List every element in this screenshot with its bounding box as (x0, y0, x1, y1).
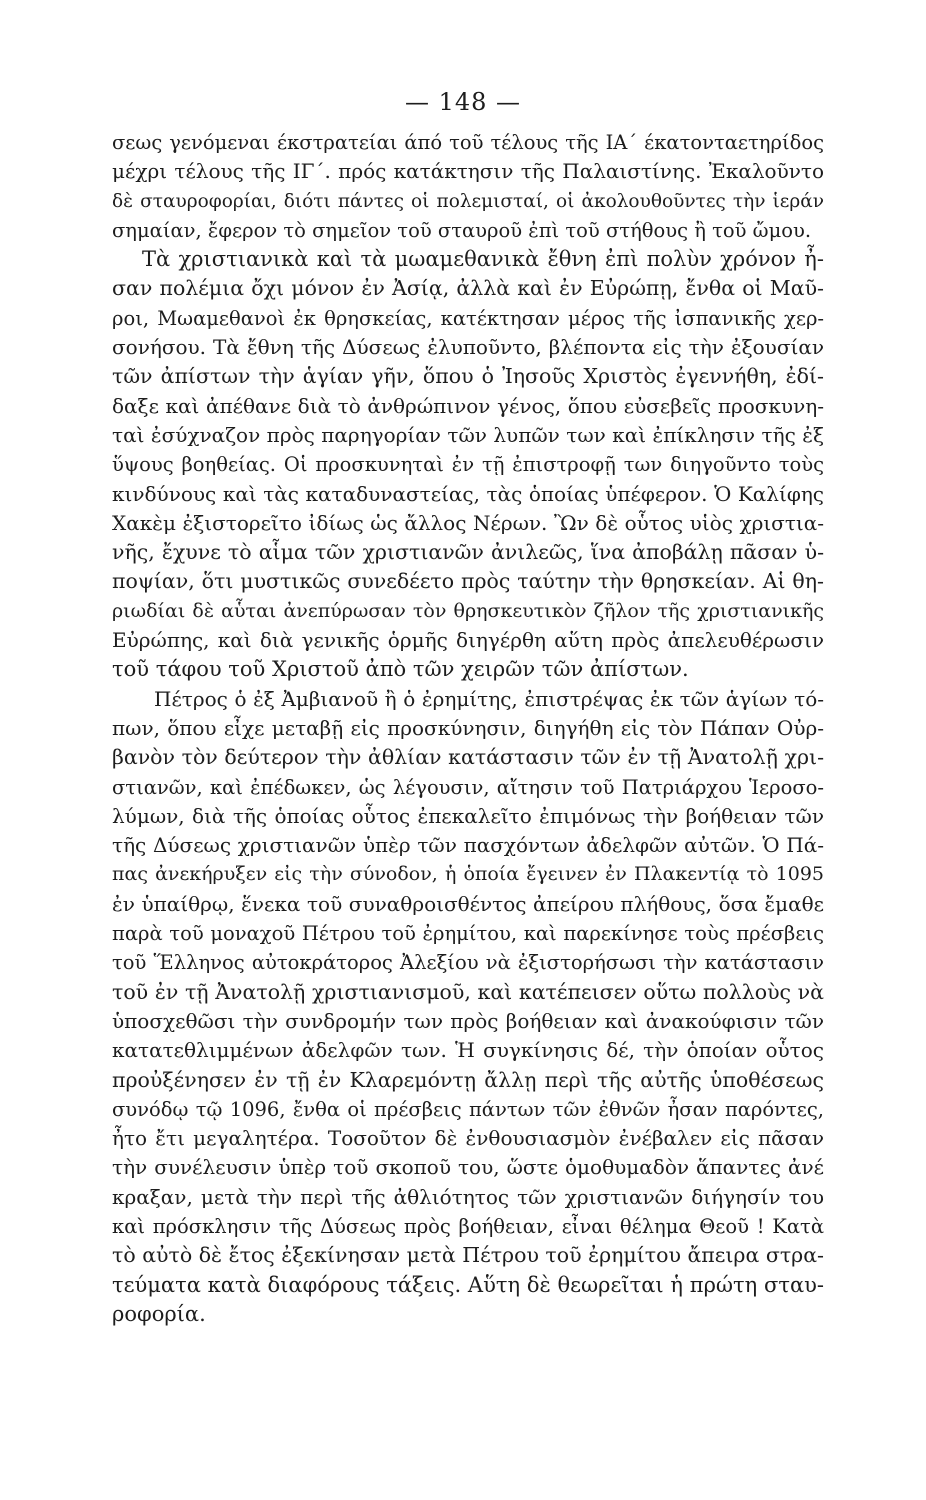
text-line: τῶν ἀπίστων τὴν ἁγίαν γῆν, ὅπου ὁ Ἰησοῦς Χριστὸς ἐγεννήθη, ἐδί- (112, 364, 824, 389)
text-line: Εὐρώπης, καὶ διὰ γενικῆς ὁρμῆς διηγέρθη αὕτη πρὸς ἀπελευθέρωσιν (112, 628, 824, 653)
text-line: σαν πολέμια ὄχι μόνον ἐν Ἀσίᾳ, ἀλλὰ καὶ ἐν Εὐρώπῃ, ἔνθα οἱ Μαῦ- (112, 276, 824, 301)
text-line: παρὰ τοῦ μοναχοῦ Πέτρου τοῦ ἐρημίτου, καὶ παρεκίνησε τοὺς πρέσβεις (112, 922, 824, 946)
text-line: τεύματα κατὰ διαφόρους τάξεις. Αὕτη δὲ θεωρεῖται ἡ πρώτη σταυ- (112, 1272, 824, 1297)
text-line: τὴν συνέλευσιν ὑπὲρ τοῦ σκοποῦ του, ὥστε ὁμοθυμαδὸν ἅπαντες ἀνέ (112, 1155, 824, 1180)
text-line: ροι, Μωαμεθανοὶ ἐκ θρησκείας, κατέκτησαν μέρος τῆς ἰσπανικῆς χερ- (112, 306, 824, 330)
text-line: Πέτρος ὁ ἐξ Ἀμβιανοῦ ἢ ὁ ἐρημίτης, ἐπιστρέψας ἐκ τῶν ἁγίων τό- (154, 686, 824, 711)
text-line: ἐν ὑπαίθρῳ, ἕνεκα τοῦ συναθροισθέντος ἀπείρου πλήθους, ὅσα ἔμαθε (112, 891, 824, 916)
text-line: βανὸν τὸν δεύτερον τὴν ἀθλίαν κατάστασιν τῶν ἐν τῇ Ἀνατολῇ χρι- (112, 745, 824, 770)
text-line: τοῦ τάφου τοῦ Χριστοῦ ἀπὸ τῶν χειρῶν τῶν ἀπίστων. (112, 657, 689, 682)
text-line: κινδύνους καὶ τὰς καταδυναστείας, τὰς ὁποίας ὑπέφερον. Ὁ Καλίφης (112, 481, 824, 506)
text-line: τοῦ Ἕλληνος αὐτοκράτορος Ἀλεξίου νὰ ἐξιστορήσωσι τὴν κατάστασιν (112, 951, 824, 975)
text-line: νῆς, ἔχυνε τὸ αἷμα τῶν χριστιανῶν ἀνιλεῶς, ἵνα ἀποβάλῃ πᾶσαν ὑ- (112, 540, 824, 565)
text-line: στιανῶν, καὶ ἐπέδωκεν, ὡς λέγουσιν, αἴτησιν τοῦ Πατριάρχου Ἱεροσο- (112, 775, 824, 799)
text-line: Χακὲμ ἐξιστορεῖτο ἰδίως ὡς ἄλλος Νέρων. Ὢν δὲ οὗτος υἱὸς χριστια- (112, 510, 824, 535)
text-line: συνόδῳ τῷ 1096, ἔνθα οἱ πρέσβεις πάντων τῶν ἐθνῶν ἦσαν παρόντες, (112, 1097, 824, 1121)
text-line: λύμων, διὰ τῆς ὁποίας οὗτος ἐπεκαλεῖτο ἐπιμόνως τὴν βοήθειαν τῶν (112, 803, 824, 828)
body-text (112, 128, 824, 1329)
text-line: κραξαν, μετὰ τὴν περὶ τῆς ἀθλιότητος τῶν χριστιανῶν διήγησίν του (112, 1184, 824, 1209)
text-line: σονήσου. Τὰ ἔθνη τῆς Δύσεως ἐλυποῦντο, βλέποντα εἰς τὴν ἐξουσίαν (112, 335, 824, 360)
text-line: πων, ὅπου εἶχε μεταβῇ εἰς προσκύνησιν, διηγήθη εἰς τὸν Πάπαν Οὐρ- (112, 715, 824, 740)
text-line: ὕψους βοηθείας. Οἱ προσκυνηταὶ ἐν τῇ ἐπιστροφῇ των διηγοῦντο τοὺς (112, 453, 824, 477)
text-line: καὶ πρόσκλησιν τῆς Δύσεως πρὸς βοήθειαν, εἶναι θέλημα Θεοῦ ! Κατὰ (112, 1214, 824, 1238)
text-line: δὲ σταυροφορίαι, διότι πάντες οἱ πολεμισταί, οἱ ἀκολουθοῦντες τὴν ἱεράν (112, 190, 824, 212)
text-line: ριωδίαι δὲ αὗται ἀνεπύρωσαν τὸν θρησκευτικὸν ζῆλον τῆς χριστιανικῆς (112, 599, 824, 622)
text-line: σεως γενόμεναι έκστρατείαι άπό τοῦ τέλους τῆς ΙΑ΄ έκατονταετηρίδος (112, 131, 824, 154)
text-line: δαξε καὶ ἀπέθανε διὰ τὸ ἀνθρώπινον γένος, ὅπου εὐσεβεῖς προσκυνη- (112, 393, 824, 418)
text-line: τὸ αὐτὸ δὲ ἔτος ἐξεκίνησαν μετὰ Πέτρου τοῦ ἐρημίτου ἄπειρα στρα- (112, 1243, 824, 1268)
text-line: τῆς Δύσεως χριστιανῶν ὑπὲρ τῶν πασχόντων ἀδελφῶν αὐτῶν. Ὁ Πά- (112, 833, 824, 858)
text-line: προὐξένησεν ἐν τῇ ἐν Κλαρεμόντῃ ἄλλῃ περὶ τῆς αὐτῆς ὑποθέσεως (112, 1067, 824, 1092)
text-line: σημαίαν, ἔφερον τὸ σημεῖον τοῦ σταυροῦ ἐπὶ τοῦ στήθους ἢ τοῦ ὤμου. (112, 218, 812, 242)
text-line: ὑποσχεθῶσι τὴν συνδρομήν των πρὸς βοήθειαν καὶ ἀνακούφισιν τῶν (112, 1008, 824, 1033)
page-number: — 148 — (404, 88, 522, 116)
text-line: ταὶ ἐσύχναζον πρὸς παρηγορίαν τῶν λυπῶν των καὶ ἐπίκλησιν τῆς ἐξ (112, 422, 824, 447)
text-line: πας ἀνεκήρυξεν εἰς τὴν σύνοδον, ἡ ὁποία ἔγεινεν ἐν Πλακεντίᾳ τὸ 1095 (112, 863, 824, 886)
text-line: τοῦ ἐν τῇ Ἀνατολῇ χριστιανισμοῦ, καὶ κατέπεισεν οὕτω πολλοὺς νὰ (112, 979, 824, 1004)
text-line: κατατεθλιμμένων ἀδελφῶν των. Ἡ συγκίνησις δέ, τὴν ὁποίαν οὗτος (112, 1038, 824, 1063)
text-line: ποψίαν, ὅτι μυστικῶς συνεδέετο πρὸς ταύτην τὴν θρησκείαν. Αἱ θη- (112, 569, 824, 594)
text-line: ἦτο ἔτι μεγαλητέρα. Τοσοῦτον δὲ ἐνθουσιασμὸν ἐνέβαλεν εἰς πᾶσαν (112, 1126, 824, 1151)
text-line: ροφορία. (112, 1301, 206, 1326)
text-line: μέχρι τέλους τῆς ΙΓ΄. πρός κατάκτησιν τῆς Παλαιστίνης. Ἐκαλοῦντο (112, 159, 824, 184)
text-line: Τὰ χριστιανικὰ καὶ τὰ μωαμεθανικὰ ἔθνη ἐπὶ πολὺν χρόνον ἦ- (142, 247, 824, 272)
